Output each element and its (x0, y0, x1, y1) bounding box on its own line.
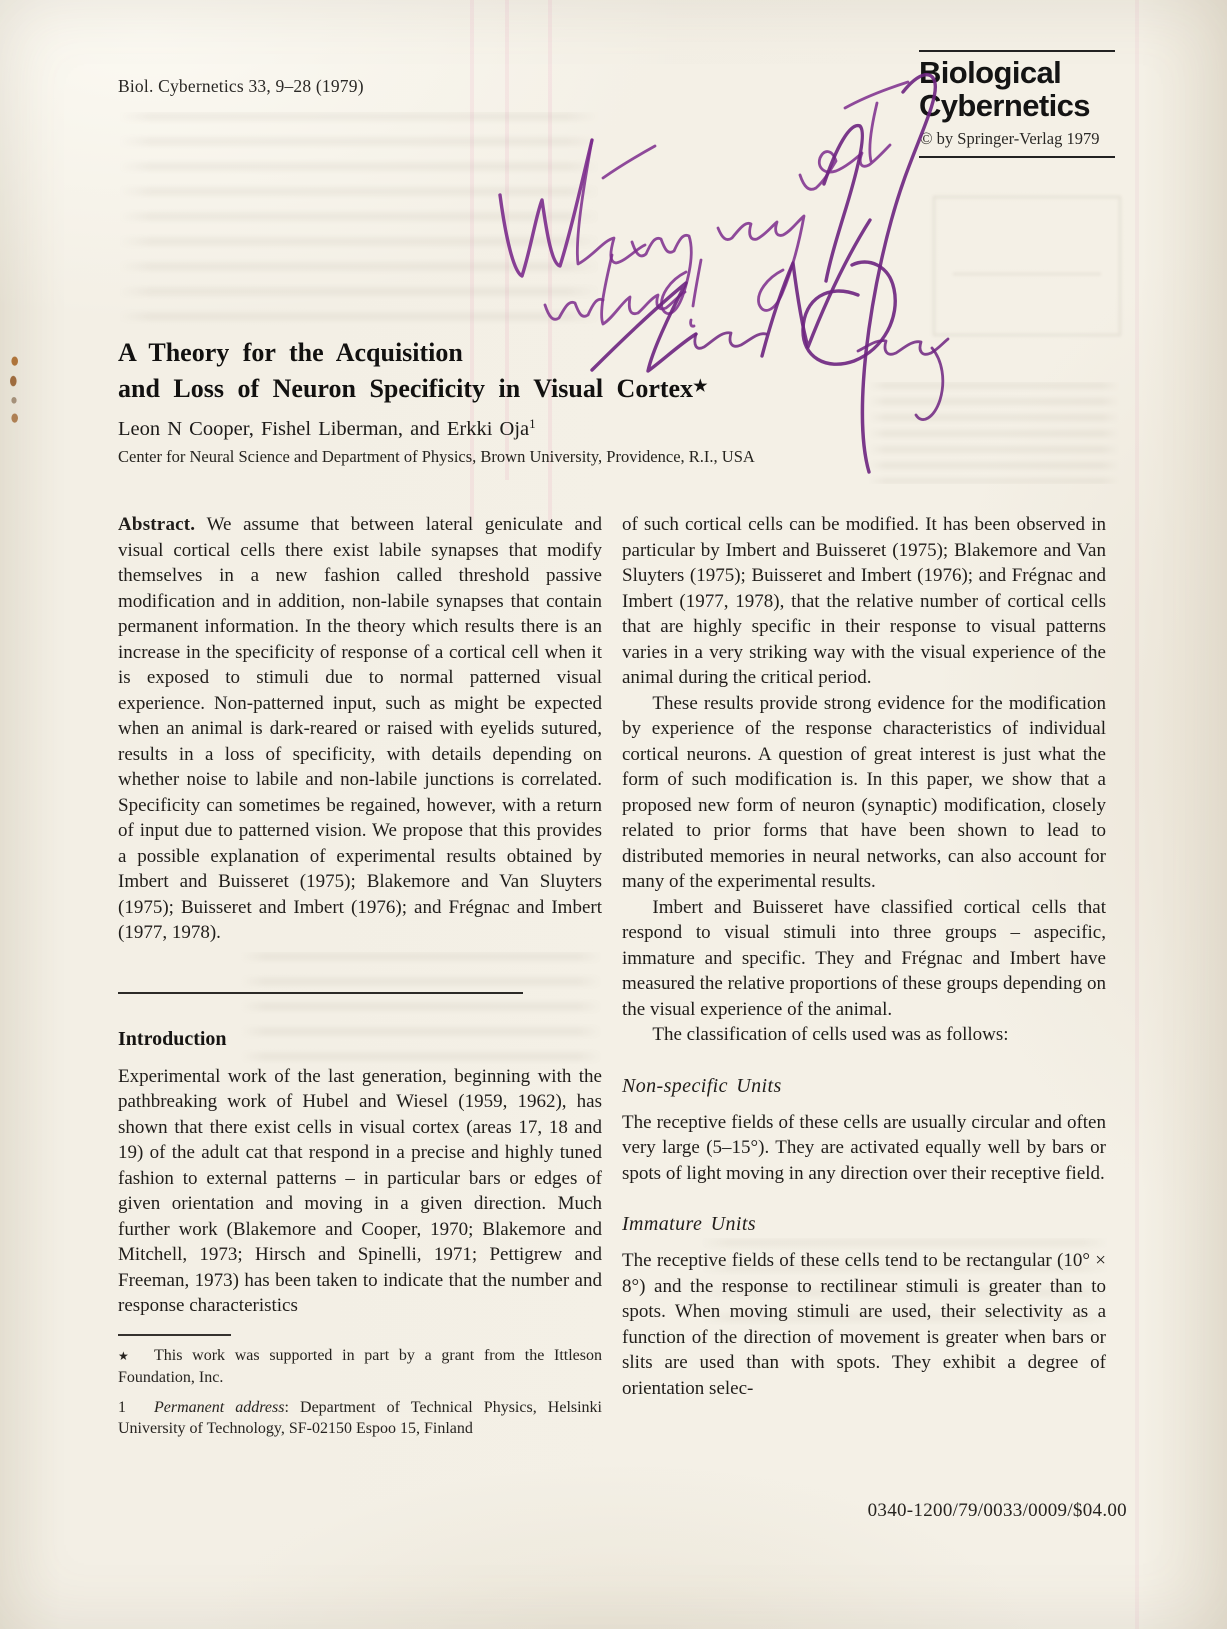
scan-streak (470, 0, 474, 520)
scan-streak (505, 0, 509, 480)
footnote-permanent-address (118, 1397, 602, 1439)
title-line2: and Loss of Neuron Specificity in Visual Cortex (118, 374, 694, 403)
journal-reference: Biol. Cybernetics 33, 9–28 (1979) (118, 76, 364, 96)
logo-rule-top (919, 50, 1115, 52)
abstract-label: Abstract. (118, 514, 196, 535)
logo-title-line2: Cybernetics (919, 88, 1090, 123)
bleedthrough-caption (868, 382, 1120, 484)
inscription-word-wishes (545, 255, 701, 326)
right-column (622, 512, 1106, 1401)
abstract-text: We assume that between lateral geniculate and visual cortical cells there exist labile synapses that modify themselves in a new fashion called threshold passive modification and in addition, non-labile synapses that contain permanent information. In the theory which results there is an increase in the specificity of response of a cortical cell when it is exposed to stimuli due to normal patterned visual experience. Non-patterned input, such as might be expected when an animal is dark-reared or raised with eyelids sutured, results in a loss of specificity, with details depending on whether noise to labile and non-labile junctions is correlated. Specificity can sometimes be regained, however, with a return of input due to patterned vision. We propose that this provides a possible explanation of experimental results obtained by Imbert and Buisseret (1975); Blakemore and Van Sluyters (1975); Buisseret and Imbert (1976); and Frégnac and Imbert (1977, 1978). (118, 514, 602, 943)
immature-units-heading: Immature Units (622, 1213, 756, 1235)
introduction-heading: Introduction (118, 1027, 227, 1050)
abstract-paragraph (118, 512, 602, 946)
authors-line (118, 416, 536, 441)
nonspecific-units-paragraph: The receptive fields of these cells are usually circular and often very large (5–15°). They are activated equally well by bars or spots of light moving in any direction over their receptive field. (622, 1111, 1106, 1184)
logo-rule-bottom (919, 156, 1115, 158)
logo-copyright: © by Springer-Verlag 1979 (920, 129, 1100, 148)
immature-units-paragraph: The receptive fields of these cells tend to be rectangular (10° × 8°) and the response to rectilinear stimuli is greater than to spots. When moving stimuli are used, their selectivity as a function of the direction of movement is greater when bars or slits are used than with spots. They exhibit a degree of orientation selec- (622, 1250, 1106, 1399)
paper-title (118, 336, 707, 406)
introduction-paragraph: Experimental work of the last generation, beginning with the pathbreaking work of Hubel and Wiesel (1959, 1962), has shown that there exist cells in visual cortex (areas 17, 18 and 19) of the adult cat that respond in a precise and highly tuned fashion to external patterns – in particular bars or edges of given orientation and moving in a given direction. Much further work (Blakemore and Cooper, 1970; Blakemore and Mitchell, 1973; Hirsch and Spinelli, 1971; Pettigrew and Freeman, 1973) has been taken to indicate that the number and response characteristics (118, 1065, 602, 1316)
footnote-address-text: : Department of Technical Physics, Helsinki University of Technology, SF-02150 Espoo 15, Finland (118, 1398, 603, 1437)
bleedthrough-text-block (118, 112, 600, 334)
body-paragraph: of such cortical cells can be modified. It has been observed in particular by Imbert and Buisseret (1975); Blakemore and Van Sluyters (1975); Buisseret and Imbert (1976); and Frégnac and Imbert (1977, 1978), that the relative number of cortical cells that are highly specific in their response to visual patterns varies in a very striking way with the visual experience of the animal during the critical period. (622, 514, 1106, 688)
footnote-address-label: Permanent address (154, 1398, 285, 1416)
logo-title-line1: Biological (919, 55, 1062, 90)
issn-price-code: 0340-1200/79/0033/0009/$04.00 (867, 1500, 1127, 1521)
body-paragraph: Imbert and Buisseret have classified cortical cells that respond to visual stimuli into three groups – aspecific, immature and specific. They and Frégnac and Imbert have measured the relative proportions of these groups depending on the visual experience of the animal. (622, 896, 1106, 1020)
footnote-grant-text: This work was supported in part by a grant from the Ittleson Foundation, Inc. (118, 1346, 602, 1386)
footnote-grant (118, 1345, 602, 1388)
nonspecific-units-heading: Non-specific Units (622, 1074, 782, 1097)
author-names: Leon N Cooper, Fishel Liberman, and Erkki Oja (118, 418, 530, 440)
inscription-word-my (632, 235, 691, 313)
title-footnote-star: ★ (693, 378, 708, 395)
affiliation-line: Center for Neural Science and Department of Physics, Brown University, Providence, R.I., USA (118, 447, 755, 466)
left-column (118, 512, 602, 1439)
footnote-one-marker: 1 (118, 1398, 126, 1416)
staple-rust-mark (7, 350, 21, 424)
inscription-word-best (800, 82, 908, 189)
signature-leon-n-cooper (592, 75, 948, 472)
scan-streak (1135, 0, 1139, 1629)
body-paragraph: These results provide strong evidence for the modification by experience of the response characteristics of individual cortical neurons. A question of great interest is just what the form of such modification is. In this paper, we show that a proposed new form of neuron (synaptic) modification, closely related to prior forms that have been shown to lead to distributed memories in neural networks, can also account for many of the experimental results. (622, 692, 1106, 892)
section-divider-rule (118, 992, 523, 994)
inscription-word-with (500, 140, 655, 276)
scan-streak (548, 0, 552, 520)
inscription-word-very (718, 216, 804, 310)
body-paragraph: The classification of cells used was as follows: (652, 1024, 1009, 1045)
footnote-rule (118, 1334, 231, 1336)
author-footnote-marker: 1 (529, 416, 536, 431)
title-line1: A Theory for the Acquisition (118, 338, 463, 367)
journal-logo (919, 50, 1115, 158)
footnote-star-marker: ★ (118, 1348, 129, 1363)
spacer (118, 1051, 602, 1064)
bleedthrough-figure (933, 196, 1121, 336)
